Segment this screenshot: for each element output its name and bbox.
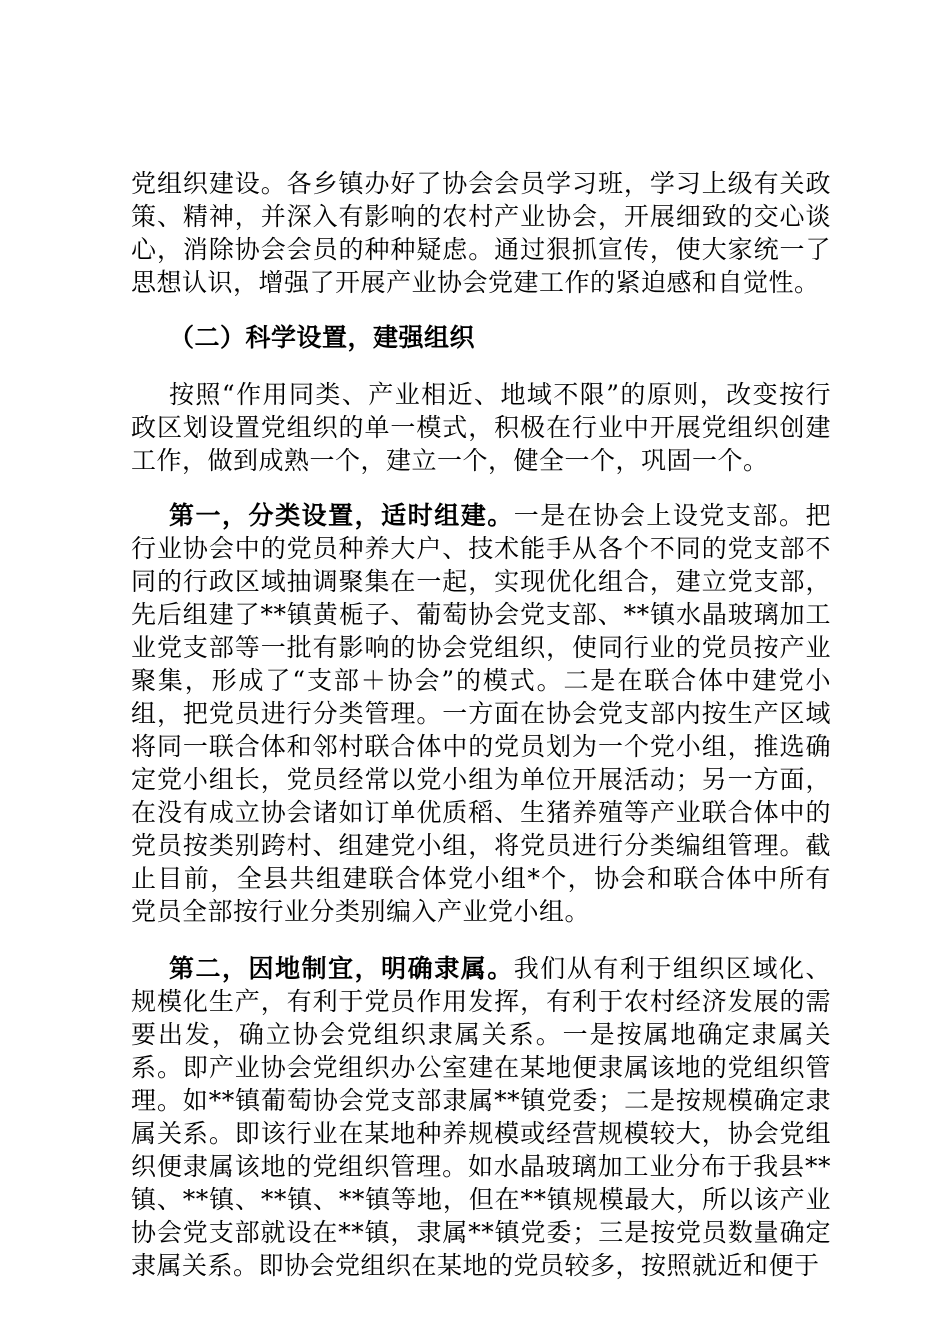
paragraph-lead-second: 第二，因地制宜，明确隶属。 [169,954,514,983]
paragraph-principle: 按照“作用同类、产业相近、地域不限”的原则，改变按行政区划设置党组织的单一模式，积极在行业中开展党组织创建工作，做到成熟一个，建立一个，健全一个，巩固一个。 [131,380,831,475]
paragraph-affiliation [131,952,831,1282]
paragraph-party-building: 党组织建设。各乡镇办好了协会会员学习班，学习上级有关政策、精神，并深入有影响的农村产业协会，开展细致的交心谈心，消除协会会员的种种疑虑。通过狠抓宣传，使大家统一了思想认识，增强了开展产业协会党建工作的紧迫感和自觉性。 [131,169,831,297]
section-heading-2: （二）科学设置，建强组织 [169,323,476,352]
document-page [131,167,831,1282]
paragraph-classification [131,499,831,928]
paragraph-body-second: 我们从有利于组织区域化、规模化生产，有利于党员作用发挥，有利于农村经济发展的需要出发，确立协会党组织隶属关系。一是按属地确定隶属关系。即产业协会党组织办公室建在某地便隶属该地的党组织管理。如**镇葡萄协会党支部隶属**镇党委；二是按规模确定隶属关系。即该行业在某地种养规模或经营规模较大，协会党组织便隶属该地的党组织管理。如水晶玻璃加工业分布于我县**镇、**镇、**镇、**镇等地，但在**镇规模最大，所以该产业协会党支部就设在**镇，隶属**镇党委；三是按党员数量确定隶属关系。即协会党组织在某地的党员较多，按照就近和便于 [131,954,831,1280]
paragraph-lead-first: 第一，分类设置，适时组建。 [169,501,514,530]
paragraph-body-first: 一是在协会上设党支部。把行业协会中的党员种养大户、技术能手从各个不同的党支部不同的行政区域抽调聚集在一起，实现优化组合，建立党支部，先后组建了**镇黄栀子、葡萄协会党支部、**镇水晶玻璃加工业党支部等一批有影响的协会党组织，使同行业的党员按产业聚集，形成了“支部＋协会”的模式。二是在联合体中建党小组，把党员进行分类管理。一方面在协会党支部内按生产区域将同一联合体和邻村联合体中的党员划为一个党小组，推选确定党小组长，党员经常以党小组为单位开展活动；另一方面，在没有成立协会诸如订单优质稻、生猪养殖等产业联合体中的党员按类别跨村、组建党小组，将党员进行分类编组管理。截止目前，全县共组建联合体党小组*个，协会和联合体中所有党员全部按行业分类别编入产业党小组。 [131,501,831,926]
